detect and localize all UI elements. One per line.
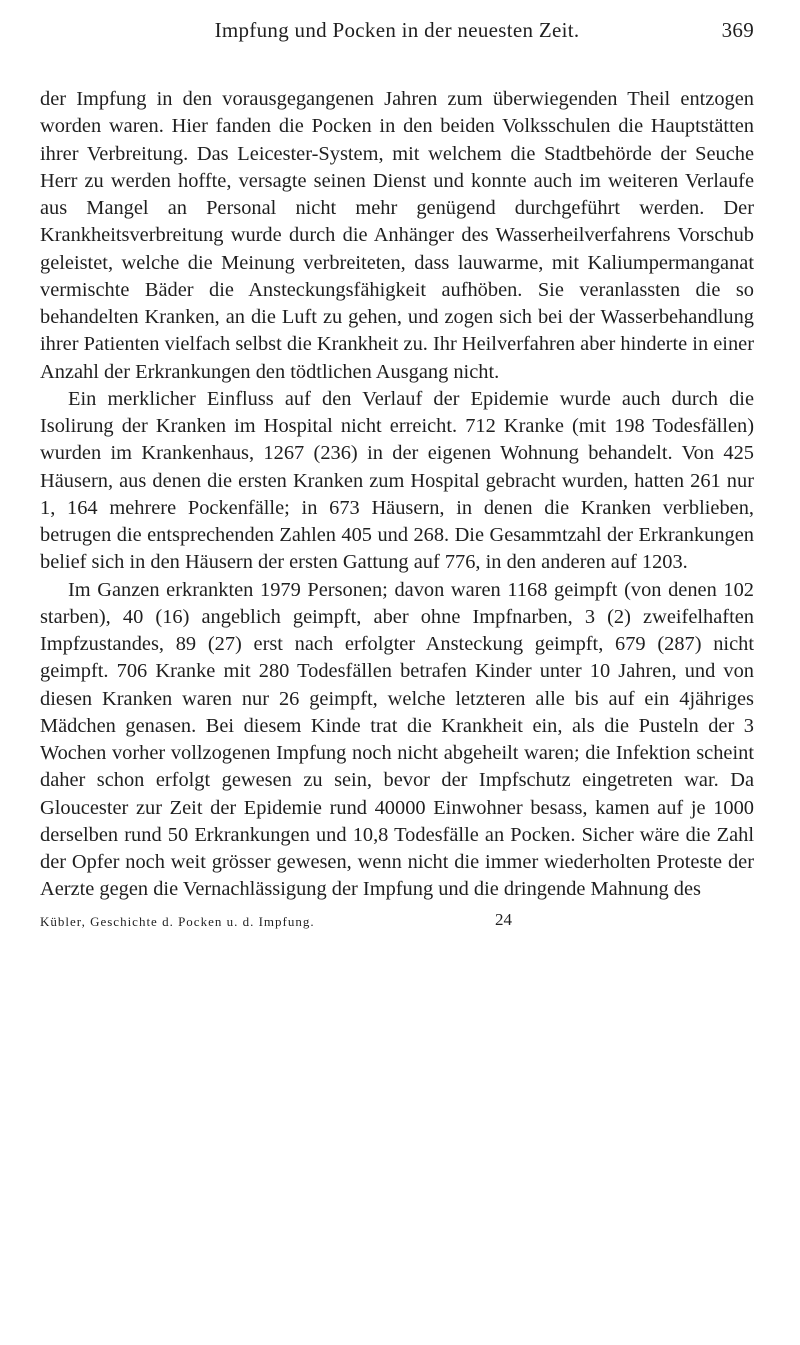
signature-line: Kübler, Geschichte d. Pocken u. d. Impfung. (40, 913, 315, 929)
paragraph: Ein merklicher Einfluss auf den Verlauf der Epidemie wurde auch durch die Isolirung der Kranken im Hospital nicht erreicht. 712 Kranke (mit 198 Todesfällen) wurden im Krankenhaus, 1267 (236) in der eigenen Wohnung behandelt. Von 425 Häusern, aus denen die ersten Kranken zum Hospital gebracht wurden, hatten 261 nur 1, 164 mehrere Pockenfälle; in 673 Häusern, in denen die Kranken verblieben, betrugen die entsprechenden Zahlen 405 und 268. Die Gesammtzahl der Erkrankungen belief sich in den Häusern der ersten Gattung auf 776, in den anderen auf 1203. (40, 387, 754, 574)
paragraph: der Impfung in den vorausgegangenen Jahren zum überwiegenden Theil entzogen worden waren. Hier fanden die Pocken in den beiden Volksschulen die Hauptstätten ihrer Verbreitung. Das Leicester-System, mit welchem die Stadtbehörde der Seuche Herr zu werden hoffte, versagte seinen Dienst und konnte auch im weiteren Verlaufe aus Mangel an Personal nicht mehr genügend durchgeführt werden. Der Krankheitsverbreitung wurde durch die Anhänger des Wasserheilverfahrens Vorschub geleistet, welche die Meinung verbreiteten, dass lauwarme, mit Kaliumpermanganat vermischte Bäder die Ansteckungsfähigkeit aufhöben. Sie veranlassten die so behandelten Kranken, an die Luft zu gehen, und zogen sich bei der Wasserbehandlung ihrer Patienten vielfach selbst die Krankheit zu. Ihr Heilverfahren aber hinderte in einer Anzahl der Erkrankungen den tödtlichen Ausgang nicht. (40, 88, 754, 383)
book-page (40, 14, 754, 932)
page-footer (40, 908, 754, 932)
sheet-number: 24 (495, 909, 512, 929)
paragraph: Im Ganzen erkrankten 1979 Personen; davon waren 1168 geimpft (von denen 102 starben), 40 (16) angeblich geimpft, aber ohne Impfnarben, 3 (2) zweifelhaften Impfzustandes, 89 (27) erst nach erfolgter Ansteckung geimpft, 679 (287) nicht geimpft. 706 Kranke mit 280 Todesfällen betrafen Kinder unter 10 Jahren, und von diesen Kranken waren nur 26 geimpft, welche letzteren alle bis auf ein 4jähriges Mädchen genasen. Bei diesem Kinde trat die Krankheit ein, als die Pusteln der 3 Wochen vorher vollzogenen Impfung noch nicht abgeheilt waren; die Infektion scheint daher schon erfolgt gewesen zu sein, bevor der Impfschutz eingetreten war. Da Gloucester zur Zeit der Epidemie rund 40000 Einwohner besass, kamen auf je 1000 derselben rund 50 Erkrankungen und 10,8 Todesfälle an Pocken. Sicher wäre die Zahl der Opfer noch weit grösser gewesen, wenn nicht die immer wiederholten Proteste der Aerzte gegen die Vernachlässigung der Impfung und die dringende Mahnung des (40, 578, 754, 901)
running-title: Impfung und Pocken in der neuesten Zeit. (214, 18, 580, 42)
page-number: 369 (721, 18, 754, 42)
running-head (40, 14, 754, 50)
body-text (40, 86, 754, 904)
